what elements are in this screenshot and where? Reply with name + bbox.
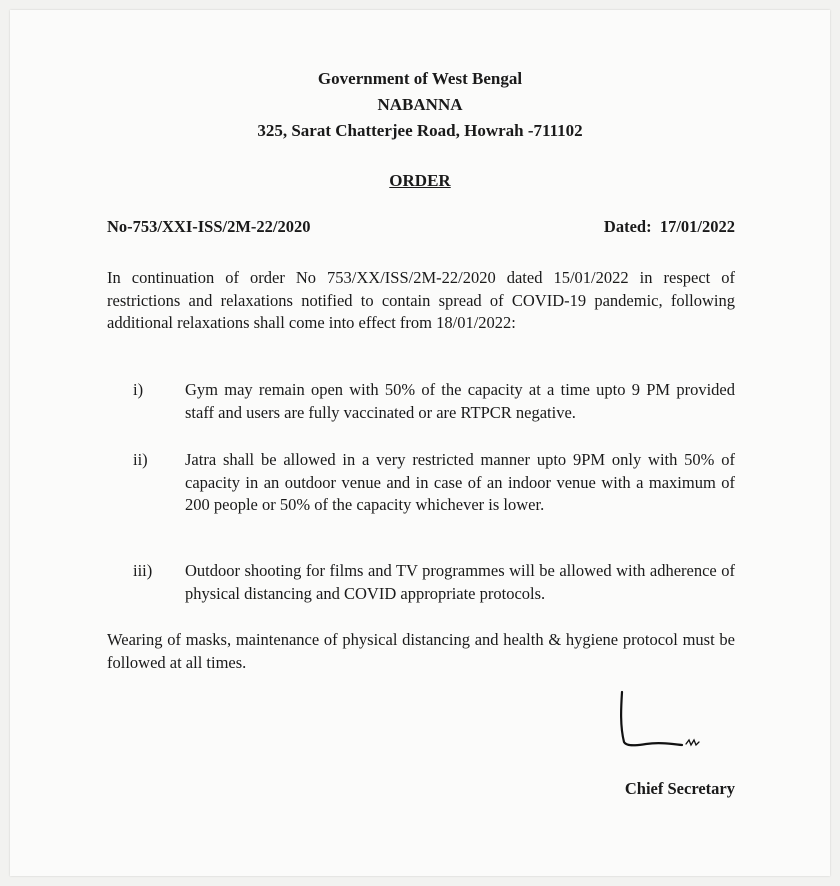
reference-row (107, 217, 735, 237)
order-number: No-753/XXI-ISS/2M-22/2020 (107, 217, 311, 236)
list-item (107, 560, 735, 605)
handwritten-signature (612, 688, 712, 758)
item-number: iii) (133, 561, 153, 580)
date-label: Dated: (603, 217, 652, 236)
intro-paragraph: In continuation of order No 753/XX/ISS/2M-22/2020 dated 15/01/2022 in respect of restrictions and relaxations notified to contain spread of COVID-19 pandemic, following additional relaxations shall come into effect from 18/01/2022: (107, 268, 735, 332)
order-title: ORDER (389, 171, 451, 190)
letterhead-office: NABANNA (377, 95, 463, 114)
closing-paragraph: Wearing of masks, maintenance of physical distancing and health & hygiene protocol must be followed at all times. (107, 630, 735, 672)
letterhead-address: 325, Sarat Chatterjee Road, Howrah -711102 (257, 121, 583, 140)
item-text: Gym may remain open with 50% of the capacity at a time upto 9 PM provided staff and users are fully vaccinated or are RTPCR negative. (185, 380, 735, 422)
letterhead-government: Government of West Bengal (317, 69, 523, 88)
list-item (107, 379, 735, 424)
item-number: i) (133, 380, 144, 399)
signatory-title: Chief Secretary (624, 779, 735, 798)
date-value: 17/01/2022 (659, 217, 735, 236)
list-item (107, 449, 735, 517)
letterhead (0, 66, 840, 144)
order-date (604, 217, 735, 237)
item-number: ii) (133, 450, 148, 469)
item-text: Outdoor shooting for films and TV programmes will be allowed with adherence of physical distancing and COVID appropriate protocols. (185, 561, 735, 603)
item-text: Jatra shall be allowed in a very restricted manner upto 9PM only with 50% of capacity in an outdoor venue and in case of an indoor venue with a maximum of 200 people or 50% of the capacity whichever is lower. (185, 450, 735, 514)
